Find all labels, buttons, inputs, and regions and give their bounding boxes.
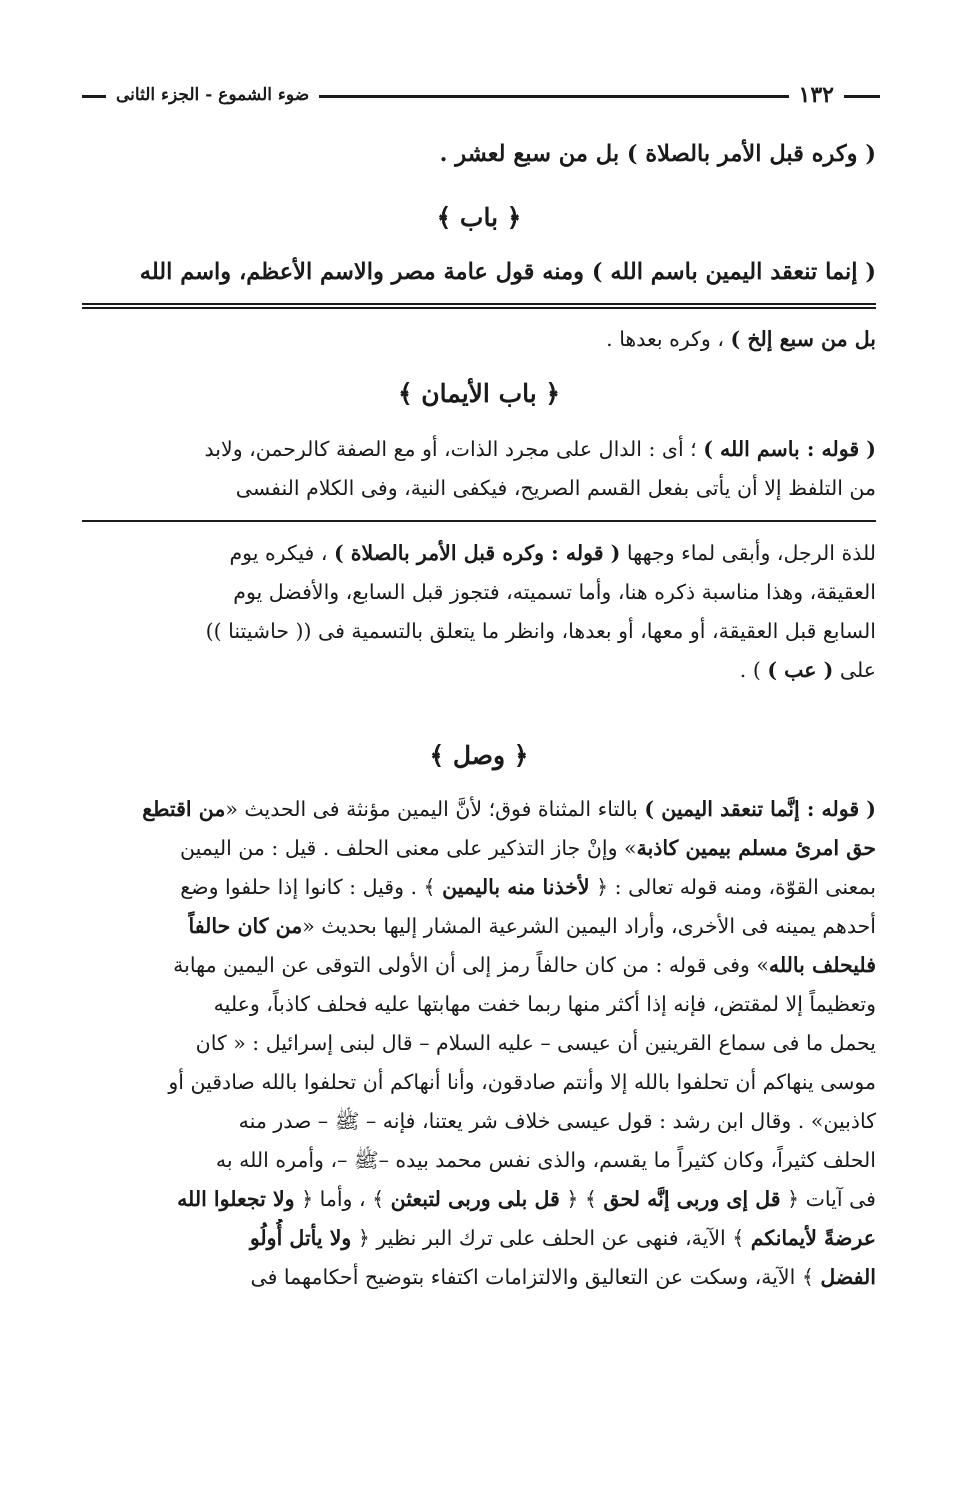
sharh-salah-line-4 <box>82 651 876 690</box>
hadith-halif-b: فليحلف بالله <box>768 953 876 977</box>
ayah-la-yatali-a: ولا يأتل أُولُو <box>249 1226 352 1250</box>
sharh-wasl-line-5 <box>82 946 876 985</box>
hadith-iqtata-a: من اقتطع <box>142 797 226 821</box>
book-title: ضوء الشموع - الجزء الثانى <box>106 78 319 112</box>
sharh-wasl-line-7: يحمل ما فى سماع القرينين أن عيسى – عليه السلام – قال لبنى إسرائيل : « كان <box>195 1031 876 1055</box>
sharh-wasl-line-11-c: ﴾ ، وأما ﴿ <box>294 1187 391 1211</box>
ayah-la-tajalu-b: عرضةً لأيمانكم <box>750 1226 876 1250</box>
hadith-iqtata-b: حق امرئ مسلم بيمين كاذبة <box>636 836 876 860</box>
matn-bab-line: ( إنما تنعقد اليمين باسم الله ) ومنه قول عامة مصر والاسم الأعظم، واسم الله <box>139 259 876 285</box>
matn-top <box>82 134 876 174</box>
sharh-salah-line-3: السابع قبل العقيقة، أو معها، أو بعدها، وانظر ما يتعلق بالتسمية فى (( حاشيتنا )) <box>205 619 876 643</box>
sharh-salah-line-2: العقيقة، وهذا مناسبة ذكره هنا، وأما تسميته، فتجوز قبل السابع، والأفضل يوم <box>233 580 876 604</box>
matn-sharh-separator <box>82 303 876 309</box>
ayah-yamin: لأخذنا منه باليمين <box>442 875 590 899</box>
sharh-wasl-line-9: كاذبين» . وقال ابن رشد : قول عيسى خلاف شر يعتنا، فإنه – ﷺ – صدر منه <box>238 1109 876 1133</box>
sharh-wasl-line-3-a: بمعنى القوّة، ومنه قوله تعالى : ﴿ <box>589 875 876 899</box>
sharh-wasl-line-12-rest: ﴾ الآية، فنهى عن الحلف على ترك البر نظير ﴿ <box>351 1226 751 1250</box>
sharh-wasl-line-8: موسى ينهاكم أن تحلفوا بالله إلا وأنتم صادقون، وأنا أنهاكم أن تحلفوا بالله صادقين أو <box>168 1070 876 1094</box>
sharh-wasl-line-4-a: أحدهم يمينه فى الأخرى، وأراد اليمين الشرعية المشار إليها بحديث « <box>302 914 876 938</box>
sharh-wasl <box>82 790 876 1297</box>
sharh-wasl-line-13 <box>82 1258 876 1297</box>
ref-ab: ( عب ) <box>767 658 834 682</box>
sharh-wasl-line-11-b: ﴾ ﴿ <box>559 1187 604 1211</box>
sharh-wasl-line-11-a: فى آيات ﴿ <box>780 1187 876 1211</box>
sharh-wasl-line-6: وتعظيماً إلا لمقتض، فإنه إذا أكثر منها ربما خفت مهابتها عليه فحلف كاذباً، وعليه <box>213 992 876 1016</box>
sharh-salah-line-1-a: للذة الرجل، وأبقى لماء وجهها <box>620 541 876 565</box>
heading-bab: ﴿ باب ﴾ <box>436 203 522 232</box>
sharh-salah <box>82 534 876 690</box>
sharh-wasl-line-1-rest: بالتاء المثناة فوق؛ لأنَّ اليمين مؤنثة فى الحديث « <box>225 797 645 821</box>
sharh-wasl-line-3-b: ﴾ . وقيل : كانوا إذا حلفوا وضع <box>180 875 443 899</box>
sharh-wasl-line-2 <box>82 829 876 868</box>
sharh-aiman <box>82 430 876 508</box>
heading-wasl: ﴿ وصل ﴾ <box>429 741 529 770</box>
sharh-salah-line-4-a: على <box>833 658 876 682</box>
sharh-wasl-line-5-rest: » وفى قوله : من كان حالفاً رمز إلى أن الأولى التوقى عن اليمين مهابة <box>173 953 769 977</box>
quote-bism-allah: ( قوله : باسم الله ) <box>703 437 876 461</box>
sharh-salah-line-4-b: ) . <box>739 658 768 682</box>
section-rule <box>82 520 876 522</box>
sharh-aiman-line-1-rest: ؛ أى : الدال على مجرد الذات، أو مع الصفة كالرحمن، ولابد <box>204 437 704 461</box>
ayah-la-yatali-b: الفضل <box>820 1265 876 1289</box>
hadith-halif-a: من كان حالفاً <box>188 914 303 938</box>
sharh-continue-line <box>82 320 876 359</box>
sharh-wasl-line-4 <box>82 907 876 946</box>
sharh-wasl-line-10: الحلف كثيراً، وكان كثيراً ما يقسم، والذى نفس محمد بيده –ﷺ –، وأمره الله به <box>215 1148 876 1172</box>
sharh-salah-line-1 <box>82 534 876 573</box>
ayah-la-tajalu-a: ولا تجعلوا الله <box>177 1187 295 1211</box>
sharh-wasl-line-1 <box>82 790 876 829</box>
matn-top-line: ( وكره قبل الأمر بالصلاة ) بل من سبع لعشر . <box>439 141 876 167</box>
sharh-continue <box>82 320 876 359</box>
sharh-wasl-line-11 <box>82 1180 876 1219</box>
matn-bab <box>82 252 876 292</box>
ayah-latubathunna: قل بلى وربى لتبعثن <box>390 1187 560 1211</box>
running-header <box>82 78 880 112</box>
sharh-continue-bold: بل من سبع إلخ ) <box>730 327 876 351</box>
sharh-aiman-line-1 <box>82 430 876 469</box>
sharh-wasl-line-13-rest: ﴾ الآية، وسكت عن التعاليق والالتزامات اكتفاء بتوضيح أحكامهما فى <box>250 1265 821 1289</box>
sharh-wasl-line-3 <box>82 868 876 907</box>
quote-tanaqid: ( قوله : إنَّما تنعقد اليمين ) <box>644 797 876 821</box>
sharh-wasl-line-2-rest: » وإنْ جاز التذكير على معنى الحلف . قيل : من اليمين <box>180 836 637 860</box>
sharh-wasl-line-12 <box>82 1219 876 1258</box>
sharh-salah-line-1-b: ، فيكره يوم <box>229 541 334 565</box>
page-number: ١٣٢ <box>789 78 844 112</box>
sharh-continue-rest: ، وكره بعدها . <box>606 327 731 351</box>
quote-salah: ( قوله : وكره قبل الأمر بالصلاة ) <box>333 541 621 565</box>
ayah-wa-rabbi: قل إى وربى إنَّه لحق <box>603 1187 781 1211</box>
sharh-aiman-line-2: من التلفظ إلا أن يأتى بفعل القسم الصريح، فيكفى النية، وفى الكلام النفسى <box>235 476 876 500</box>
heading-aiman: ﴿ باب الأيمان ﴾ <box>397 379 561 408</box>
